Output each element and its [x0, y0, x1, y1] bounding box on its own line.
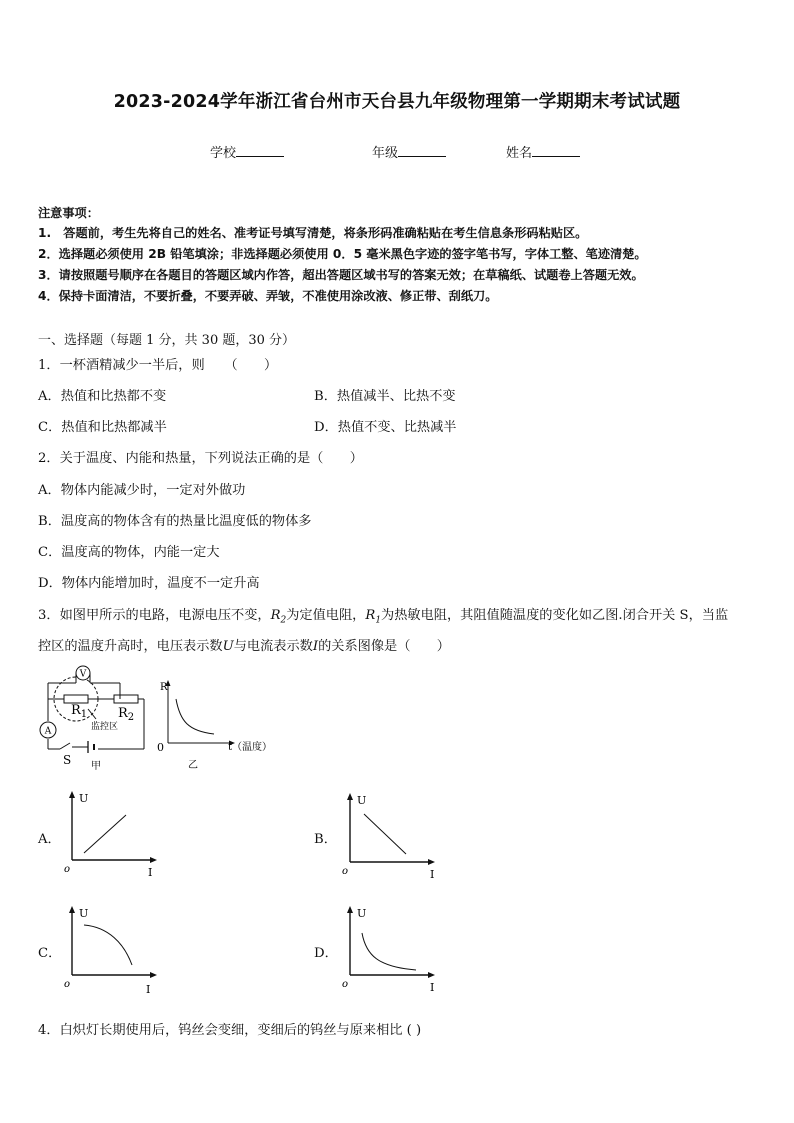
name-blank[interactable]: [532, 144, 580, 157]
r2-symbol: $R_2$: [270, 608, 287, 626]
svg-text:U: U: [357, 907, 367, 920]
q2-option-d[interactable]: D．物体内能增加时，温度不一定升高: [38, 576, 260, 591]
rt-origin: 0: [157, 741, 164, 754]
svg-text:I: I: [430, 868, 435, 881]
svg-text:o: o: [64, 864, 71, 875]
svg-text:I: I: [430, 981, 435, 994]
svg-text:U: U: [79, 792, 89, 805]
circuit-caption: 甲: [91, 761, 101, 772]
zone-label: 监控区: [91, 722, 119, 732]
rt-y-label: R: [160, 682, 168, 693]
section-heading: 一、选择题（每题 1 分，共 30 题，30 分）: [38, 333, 296, 348]
q1-stem: 1．一杯酒精减少一半后，则 （ ）: [38, 358, 278, 373]
name-field[interactable]: [506, 142, 580, 161]
svg-text:U: U: [79, 907, 89, 920]
rt-graph: [152, 677, 292, 773]
q3-option-d-label[interactable]: D．: [314, 946, 338, 961]
notes-heading: 注意事项：: [38, 206, 99, 220]
note-item-2: 2．选择题必须使用 2B 铅笔填涂；非选择题必须使用 0．5 毫米黑色字迹的签字笔书写，字体工整、笔迹清楚。: [38, 247, 647, 261]
q3-option-d-graph[interactable]: [338, 903, 443, 995]
svg-text:U: U: [357, 794, 367, 807]
switch-label: S: [63, 753, 72, 767]
q1-option-b[interactable]: B．热值减半、比热不变: [314, 389, 456, 404]
svg-text:o: o: [342, 866, 349, 877]
r1-label: $R_1$: [71, 703, 88, 720]
r2-label: $R_2$: [118, 706, 135, 723]
note-item-3: 3．请按照题号顺序在各题目的答题区域内作答，超出答题区域书写的答案无效；在草稿纸、试题卷上答题无效。: [38, 268, 644, 282]
name-label: 姓名: [506, 146, 533, 161]
q3-option-a-graph[interactable]: [60, 788, 165, 880]
q3-stem-line2: 控区的温度升高时，电压表示数U与电流表示数I的关系图像是（ ）: [38, 639, 450, 654]
q2-stem: 2．关于温度、内能和热量，下列说法正确的是（ ）: [38, 451, 363, 466]
q4-stem: 4．白炽灯长期使用后，钨丝会变细，变细后的钨丝与原来相比 ( ): [38, 1023, 422, 1038]
grade-field[interactable]: [372, 142, 446, 161]
svg-text:o: o: [64, 979, 71, 990]
school-blank[interactable]: [236, 144, 284, 157]
q3-option-b-graph[interactable]: [338, 790, 443, 882]
q3-option-c-label[interactable]: C．: [38, 946, 62, 961]
svg-text:I: I: [146, 983, 151, 995]
rt-x-label: t（温度）: [228, 742, 273, 753]
rt-caption: 乙: [188, 760, 198, 771]
grade-blank[interactable]: [398, 144, 446, 157]
q1-option-d[interactable]: D．热值不变、比热减半: [314, 420, 457, 435]
ammeter-label: A: [44, 726, 52, 737]
r1-symbol: $R_1$: [365, 608, 382, 626]
school-label: 学校: [210, 146, 237, 161]
svg-text:o: o: [342, 979, 349, 990]
note-item-1: 1. 答题前，考生先将自己的姓名、准考证号填写清楚，将条形码准确粘贴在考生信息条形码粘贴区。: [38, 226, 588, 240]
voltmeter-label: V: [79, 669, 87, 680]
q3-option-b-label[interactable]: B．: [314, 832, 337, 847]
circuit-diagram: [36, 665, 154, 773]
q1-option-c[interactable]: C．热值和比热都减半: [38, 420, 167, 435]
q3-option-a-label[interactable]: A．: [38, 832, 61, 847]
q2-option-b[interactable]: B．温度高的物体含有的热量比温度低的物体多: [38, 514, 312, 529]
q2-option-a[interactable]: A．物体内能减少时，一定对外做功: [38, 483, 246, 498]
school-field[interactable]: [210, 142, 284, 161]
u-symbol: U: [222, 639, 234, 654]
q3-stem-line1: 3．如图甲所示的电路，电源电压不变，$R_2$为定值电阻，$R_1$为热敏电阻，其阻值随温度的变化如乙图.闭合开关 S，当监: [38, 608, 729, 626]
q2-option-c[interactable]: C．温度高的物体，内能一定大: [38, 545, 220, 560]
page-title: 2023-2024学年浙江省台州市天台县九年级物理第一学期期末考试试题: [113, 92, 681, 112]
q3-option-c-graph[interactable]: [60, 903, 165, 995]
q1-option-a[interactable]: A．热值和比热都不变: [38, 389, 167, 404]
grade-label: 年级: [372, 146, 399, 161]
svg-text:I: I: [148, 866, 153, 879]
i-symbol: I: [312, 639, 319, 654]
note-item-4: 4．保持卡面清洁，不要折叠，不要弄破、弄皱，不准使用涂改液、修正带、刮纸刀。: [38, 289, 498, 303]
